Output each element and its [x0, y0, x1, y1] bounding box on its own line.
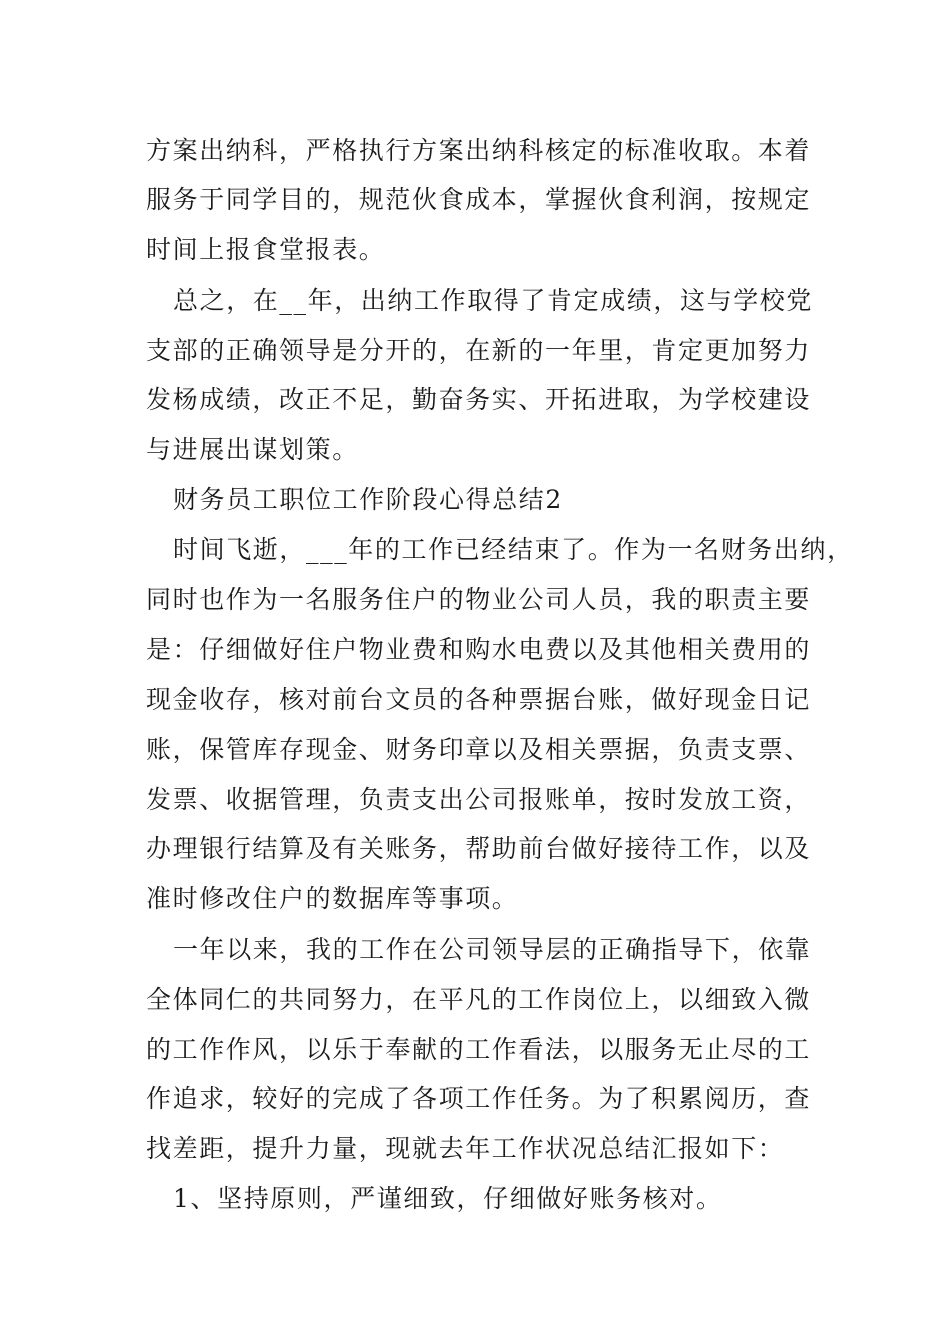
- paragraph-line: 支部的正确领导是分开的，在新的一年里，肯定更加努力: [146, 336, 812, 365]
- paragraph-line: 服务于同学目的，规范伙食成本，掌握伙食利润，按规定: [146, 185, 812, 214]
- paragraph-line: 时间上报食堂报表。: [146, 235, 386, 264]
- paragraph-line: 办理银行结算及有关账务，帮助前台做好接待工作，以及: [146, 834, 812, 863]
- paragraph-line: 现金收存，核对前台文员的各种票据台账，做好现金日记: [146, 685, 812, 714]
- paragraph-line: 发票、收据管理，负责支出公司报账单，按时发放工资，: [146, 785, 812, 814]
- paragraph-line: 时间飞逝，___年的工作已经结束了。作为一名财务出纳，: [173, 535, 854, 564]
- paragraph-line: 总之，在__年，出纳工作取得了肯定成绩，这与学校党: [173, 286, 814, 315]
- paragraph-line: 的工作作风，以乐于奉献的工作看法，以服务无止尽的工: [146, 1035, 812, 1064]
- paragraph-line: 全体同仁的共同努力，在平凡的工作岗位上，以细致入微: [146, 985, 812, 1014]
- paragraph-line: 找差距，提升力量，现就去年工作状况总结汇报如下：: [146, 1134, 785, 1163]
- paragraph-line: 准时修改住户的数据库等事项。: [146, 884, 519, 913]
- paragraph-line: 账，保管库存现金、财务印章以及相关票据，负责支票、: [146, 735, 812, 764]
- paragraph-line: 方案出纳科，严格执行方案出纳科核定的标准收取。本着: [146, 136, 812, 165]
- list-item: 1、坚持原则，严谨细致，仔细做好账务核对。: [173, 1184, 723, 1213]
- paragraph-line: 发杨成绩，改正不足，勤奋务实、开拓进取，为学校建设: [146, 385, 812, 414]
- paragraph-line: 是：仔细做好住户物业费和购水电费以及其他相关费用的: [146, 635, 812, 664]
- paragraph-line: 同时也作为一名服务住户的物业公司人员，我的职责主要: [146, 585, 812, 614]
- section-heading: 财务员工职位工作阶段心得总结2: [173, 485, 563, 514]
- paragraph-line: 作追求，较好的完成了各项工作任务。为了积累阅历，查: [146, 1084, 812, 1113]
- paragraph-line: 一年以来，我的工作在公司领导层的正确指导下，依靠: [173, 935, 812, 964]
- paragraph-line: 与进展出谋划策。: [146, 435, 359, 464]
